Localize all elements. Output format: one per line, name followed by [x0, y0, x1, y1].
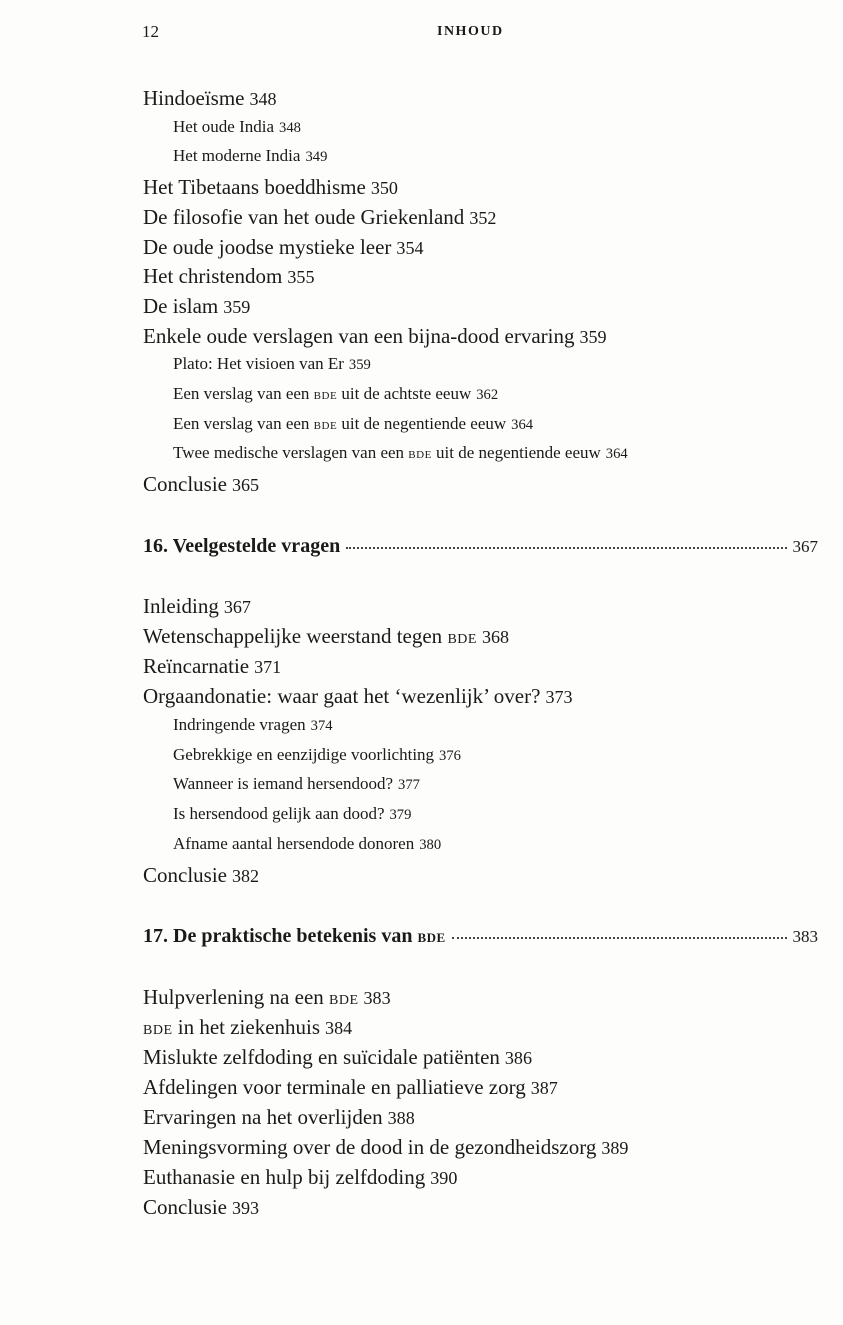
toc-entry[interactable]	[143, 204, 497, 229]
toc-entry[interactable]	[173, 415, 533, 433]
toc-entry-title: Wetenschappelijke weerstand tegen bde	[143, 623, 477, 648]
toc-entry-page: 352	[469, 207, 497, 228]
toc-entry[interactable]	[173, 385, 498, 403]
toc-entry-title: Plato: Het visioen van Er	[173, 354, 344, 374]
toc-entry[interactable]	[143, 1197, 259, 1218]
toc-entry-page: 393	[232, 1198, 260, 1218]
toc-entry-title: Orgaandonatie: waar gaat het ‘wezenlijk’ over?	[143, 683, 541, 708]
running-title: INHOUD	[437, 24, 504, 39]
toc-entry-page: 387	[530, 1078, 558, 1098]
toc-entry-page: 377	[398, 777, 420, 794]
toc-entry-title: Mislukte zelfdoding en suïcidale patiënten	[143, 1045, 500, 1069]
toc-entry-page: 388	[387, 1108, 415, 1128]
toc-entry[interactable]	[143, 683, 573, 708]
toc-entry[interactable]	[143, 177, 398, 198]
toc-entry-page: 359	[223, 296, 251, 317]
abbreviation-bde: bde	[417, 926, 446, 947]
toc-entry-page: 376	[439, 747, 461, 764]
abbreviation-bde: bde	[143, 1017, 173, 1039]
toc-entry-page: 364	[605, 446, 628, 463]
toc-entry-title: Hindoeïsme	[143, 86, 245, 110]
toc-entry[interactable]	[143, 653, 282, 678]
toc-entry-page: 390	[430, 1168, 458, 1188]
chapter-page: 367	[792, 537, 818, 556]
toc-entry-title: Gebrekkige en eenzijdige voorlichting	[173, 744, 435, 764]
toc-entry[interactable]	[143, 596, 251, 617]
toc-entry[interactable]	[143, 1137, 628, 1158]
toc-entry[interactable]	[143, 1077, 558, 1098]
toc-entry-page: 350	[370, 178, 398, 199]
toc-entry-page: 362	[476, 387, 499, 403]
toc-entry-page: 380	[419, 837, 442, 854]
toc-entry-page: 365	[232, 475, 260, 496]
abbreviation-bde: bde	[313, 415, 338, 433]
toc-entry-title: Afname aantal hersendode donoren	[173, 834, 415, 854]
toc-entry[interactable]	[173, 746, 461, 764]
toc-entry-title: Conclusie	[143, 863, 227, 888]
abbreviation-bde: bde	[447, 625, 477, 648]
toc-entry[interactable]	[173, 444, 628, 462]
toc-entry[interactable]	[173, 147, 327, 165]
toc-entry[interactable]	[143, 266, 314, 287]
toc-entry[interactable]	[143, 987, 391, 1009]
toc-entry[interactable]	[173, 835, 441, 853]
toc-entry-page: 364	[511, 416, 534, 433]
toc-entry-page: 354	[396, 237, 424, 258]
toc-entry-title: Wanneer is iemand hersendood?	[173, 774, 394, 794]
chapter-title: 16. Veelgestelde vragen	[143, 535, 341, 557]
toc-entry-title: Afdelingen voor terminale en palliatieve zorg	[143, 1075, 526, 1099]
chapter-heading-16[interactable]	[143, 535, 818, 563]
toc-entry-title: De islam	[143, 293, 219, 318]
toc-entry-page: 383	[363, 988, 391, 1008]
toc-entry[interactable]	[173, 355, 371, 373]
toc-entry[interactable]	[143, 234, 424, 259]
toc-entry-page: 348	[249, 89, 277, 109]
abbreviation-bde: bde	[313, 386, 338, 403]
toc-entry-title: Hulpverlening na een bde	[143, 985, 359, 1009]
toc-entry-title: Inleiding	[143, 594, 219, 618]
toc-entry-title: Is hersendood gelijk aan dood?	[173, 804, 385, 824]
toc-entry-page: 355	[287, 267, 315, 288]
toc-entry-page: 367	[223, 597, 251, 617]
dot-leader	[452, 937, 787, 939]
abbreviation-bde: bde	[329, 987, 359, 1009]
toc-entry[interactable]	[173, 775, 420, 793]
toc-entry-title: Euthanasie en hulp bij zelfdoding	[143, 1165, 426, 1189]
toc-entry-title: De filosofie van het oude Griekenland	[143, 204, 465, 229]
toc-entry-page: 368	[481, 626, 510, 647]
toc-entry-title: Reïncarnatie	[143, 653, 250, 678]
toc-entry-title: Het moderne India	[173, 146, 301, 166]
toc-entry-page: 389	[601, 1138, 629, 1158]
toc-entry[interactable]	[143, 1017, 352, 1039]
toc-entry-title: Indringende vragen	[173, 714, 306, 734]
toc-entry[interactable]	[173, 716, 333, 734]
toc-entry-title: bde in het ziekenhuis	[143, 1015, 321, 1039]
toc-entry-title: Meningsvorming over de dood in de gezondheidszorg	[143, 1135, 597, 1159]
toc-entry-title: Twee medische verslagen van een bde uit de negentiende eeuw	[173, 443, 601, 463]
toc-entry-page: 349	[305, 149, 328, 166]
toc-entry[interactable]	[143, 1107, 415, 1128]
toc-entry-title: Enkele oude verslagen van een bijna-dood ervaring	[143, 323, 575, 348]
toc-entry-title: De oude joodse mystieke leer	[143, 234, 392, 259]
toc-entry[interactable]	[173, 118, 301, 136]
toc-entry-title: Ervaringen na het overlijden	[143, 1105, 383, 1129]
toc-entry-title: Conclusie	[143, 472, 227, 497]
page-number: 12	[142, 22, 159, 41]
chapter-page: 383	[792, 927, 818, 946]
toc-entry-title: Het christendom	[143, 264, 283, 289]
toc-entry[interactable]	[143, 1047, 532, 1068]
toc-entry[interactable]	[143, 865, 259, 886]
toc-entry-page: 384	[325, 1018, 353, 1038]
dot-leader	[346, 547, 786, 549]
toc-entry-page: 373	[545, 686, 573, 707]
toc-entry[interactable]	[143, 88, 277, 109]
toc-entry-page: 386	[504, 1048, 532, 1068]
toc-entry-page: 348	[279, 119, 301, 136]
chapter-heading-17[interactable]	[143, 925, 818, 953]
page-header	[0, 22, 843, 46]
chapter-title: 17. De praktische betekenis van bde	[143, 925, 446, 947]
toc-entry-page: 382	[232, 866, 260, 887]
toc-entry[interactable]	[143, 623, 510, 648]
toc-entry[interactable]	[143, 323, 607, 348]
toc-entry[interactable]	[173, 805, 411, 823]
toc-entry[interactable]	[143, 293, 251, 318]
abbreviation-bde: bde	[408, 445, 432, 463]
toc-entry-page: 359	[348, 357, 371, 374]
toc-entry-title: Het oude India	[173, 116, 275, 136]
toc-entry-page: 371	[254, 656, 282, 677]
toc-entry-title: Het Tibetaans boeddhisme	[143, 175, 366, 200]
toc-entry-title: Een verslag van een bde uit de achtste eeuw	[173, 384, 472, 403]
toc-entry-page: 379	[389, 807, 412, 824]
toc-entry[interactable]	[143, 1167, 457, 1188]
toc-entry-page: 359	[579, 326, 607, 347]
toc-entry[interactable]	[143, 474, 259, 495]
toc-entry-title: Een verslag van een bde uit de negentiende eeuw	[173, 413, 507, 433]
toc-entry-title: Conclusie	[143, 1195, 227, 1219]
toc-entry-page: 374	[310, 717, 333, 734]
